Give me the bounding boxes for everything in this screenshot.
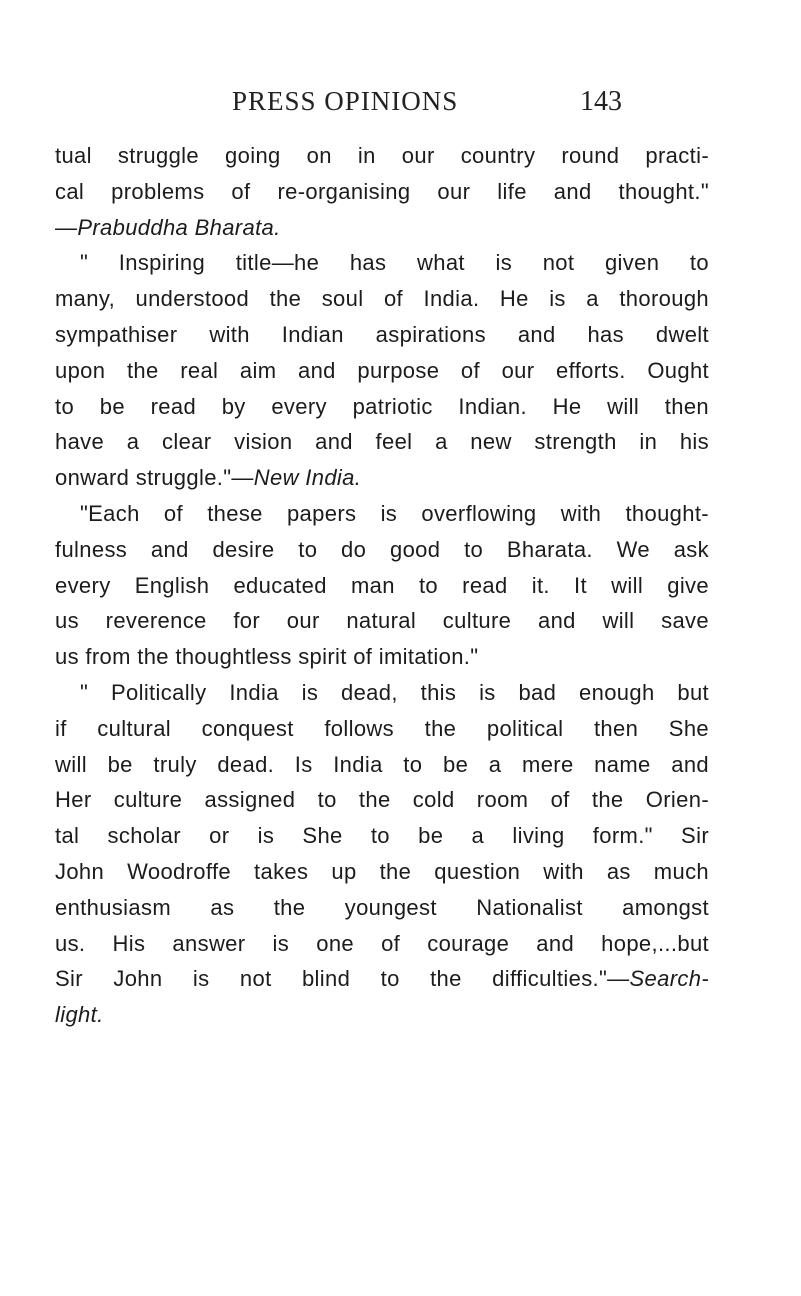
- text-line: sympathiser with Indian aspirations and has dwelt: [55, 321, 709, 347]
- text-line: if cultural conquest follows the political then She: [55, 715, 709, 741]
- text-line: will be truly dead. Is India to be a mere name and: [55, 751, 709, 777]
- text-line: enthusiasm as the youngest Nationalist amongst: [55, 894, 709, 920]
- text-line: upon the real aim and purpose of our efforts. Ought: [55, 357, 709, 383]
- running-head: [232, 86, 622, 122]
- text-line: [55, 997, 709, 1033]
- running-title: PRESS OPINIONS: [232, 86, 459, 116]
- body-text: [55, 138, 709, 1033]
- text-line: many, understood the soul of India. He is a thorough: [55, 286, 709, 312]
- text-line: " Inspiring title—he has what is not given to: [80, 250, 709, 276]
- text-line: [55, 210, 709, 246]
- source-citation: New India.: [253, 465, 362, 491]
- text-line: tal scholar or is She to be a living form." Sir: [55, 823, 709, 849]
- page-number: 143: [580, 86, 622, 117]
- text-line: tual struggle going on in our country round practi-: [55, 143, 709, 168]
- text-line: onward struggle."—New India.: [55, 465, 362, 491]
- text-line: have a clear vision and feel a new strength in his: [55, 429, 709, 455]
- source-citation: Search-: [629, 966, 709, 992]
- text-line: us reverence for our natural culture and will save: [55, 608, 709, 634]
- text-line: cal problems of re-organising our life and thought.": [55, 178, 709, 204]
- text-line: " Politically India is dead, this is bad enough but: [80, 679, 709, 705]
- text-line: "Each of these papers is overflowing with thought-: [80, 500, 709, 526]
- text-line: to be read by every patriotic Indian. He will then: [55, 393, 709, 419]
- text-line: us from the thoughtless spirit of imitation.": [55, 644, 479, 670]
- text-line: every English educated man to read it. It will give: [55, 572, 709, 598]
- text-line: us. His answer is one of courage and hope,...but: [55, 930, 709, 956]
- text-line: John Woodroffe takes up the question with as much: [55, 858, 709, 884]
- source-citation: light.: [55, 1002, 104, 1028]
- text-line: Sir John is not blind to the difficulties."—Search-: [55, 966, 709, 992]
- text-line: Her culture assigned to the cold room of the Orien-: [55, 787, 709, 813]
- source-citation: —Prabuddha Bharata.: [55, 214, 281, 240]
- text-line: fulness and desire to do good to Bharata. We ask: [55, 536, 709, 562]
